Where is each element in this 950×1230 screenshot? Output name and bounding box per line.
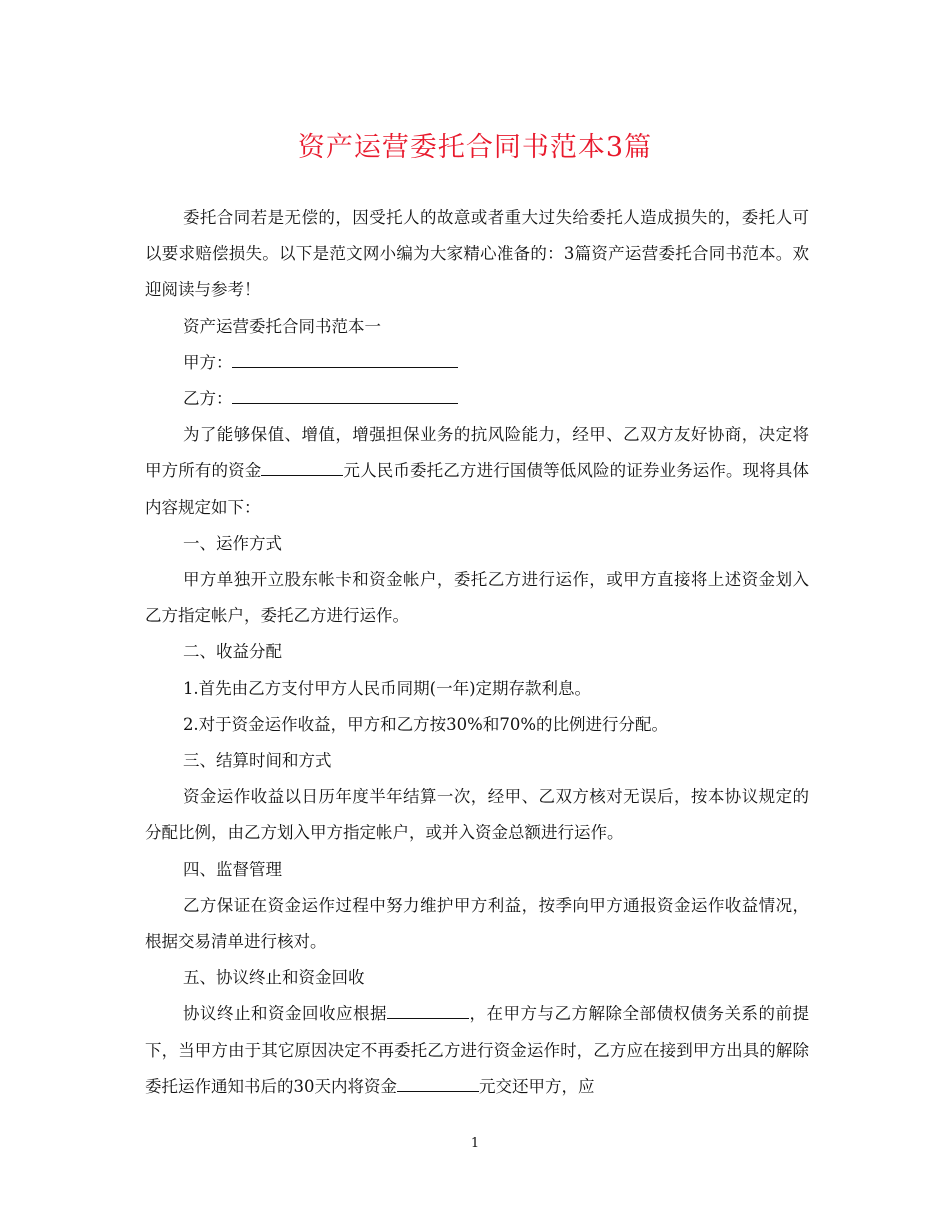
document-body — [145, 200, 809, 1105]
section-title: 资产运营委托合同书范本一 — [182, 316, 381, 336]
termination-text-1: 协议终止和资金回收应根据 — [182, 1004, 387, 1024]
heading-settlement: 三、结算时间和方式 — [182, 751, 332, 771]
purpose-paragraph — [145, 417, 809, 526]
termination-text-3: 元交还甲方，应 — [479, 1076, 595, 1096]
heading-profit-distribution: 二、收益分配 — [182, 642, 282, 662]
document-title: 资产运营委托合同书范本3篇 — [297, 132, 653, 163]
return-amount-blank — [397, 1073, 479, 1092]
heading-operation-method: 一、运作方式 — [182, 533, 282, 553]
purpose-text-1: 为了能够保值、增值，增强担保业务的抗风险能力，经甲、乙双方友好协商，决定将甲方所有的资金 — [145, 425, 809, 481]
paragraph-operation-method: 甲方单独开立股东帐卡和资金帐户，委托乙方进行运作，或甲方直接将上述资金划入乙方指定帐户，委托乙方进行运作。 — [145, 570, 809, 626]
termination-text-2: ，在甲方与乙方解除全部债权债务关系的前提下，当甲方由于其它原因决定不再委托乙方进行资金运作时，乙方应在接到甲方出具的解除委托运作通知书后的30天内将资金 — [145, 1004, 810, 1096]
paragraph-profit-item-1: 1.首先由乙方支付甲方人民币同期(一年)定期存款利息。 — [182, 678, 592, 698]
purpose-text-2: 元人民币委托乙方进行国债等低风险的证券业务运作。现将具体内容规定如下： — [145, 461, 810, 517]
party-a-label: 甲方： — [182, 352, 233, 372]
intro-paragraph: 委托合同若是无偿的，因受托人的故意或者重大过失给委托人造成损失的，委托人可以要求赔偿损失。以下是范文网小编为大家精心准备的：3篇资产运营委托合同书范本。欢迎阅读与参考！ — [145, 208, 809, 300]
party-b-blank — [232, 385, 458, 404]
party-b-label: 乙方： — [182, 389, 233, 409]
paragraph-settlement: 资金运作收益以日历年度半年结算一次，经甲、乙双方核对无误后，按本协议规定的分配比例，由乙方划入甲方指定帐户，或并入资金总额进行运作。 — [145, 787, 809, 843]
page-number: 1 — [470, 1136, 480, 1151]
heading-supervision: 四、监督管理 — [182, 859, 282, 879]
paragraph-termination — [145, 996, 809, 1105]
amount-blank — [261, 457, 343, 476]
party-a-line — [145, 345, 809, 381]
paragraph-profit-item-2: 2.对于资金运作收益，甲方和乙方按30%和70%的比例进行分配。 — [182, 714, 669, 734]
party-b-line — [145, 381, 809, 417]
party-a-blank — [232, 349, 458, 368]
heading-termination: 五、协议终止和资金回收 — [182, 968, 365, 988]
basis-blank — [387, 1000, 469, 1019]
paragraph-supervision: 乙方保证在资金运作过程中努力维护甲方利益，按季向甲方通报资金运作收益情况，根据交易清单进行核对。 — [145, 895, 809, 952]
